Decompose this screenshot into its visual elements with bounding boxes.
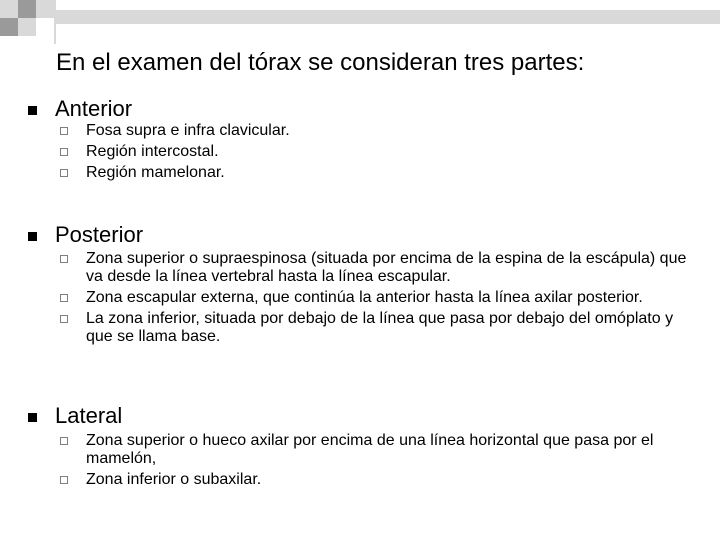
list-item: Zona inferior o subaxilar.	[0, 471, 720, 489]
section-label: Anterior	[55, 96, 133, 121]
section-label: Lateral	[55, 403, 123, 428]
list-item: Zona escapular externa, que continúa la anterior hasta la línea axilar posterior.	[0, 289, 720, 307]
section-lateral	[0, 403, 720, 492]
section-label: Posterior	[55, 222, 144, 247]
list-item: Zona superior o supraespinosa (situada por encima de la espina de la escápula) que va desde la línea vertebral hasta la línea escapular.	[0, 250, 720, 286]
square-bullet-icon	[28, 106, 37, 115]
square-bullet-icon	[28, 232, 37, 241]
slide-title: En el examen del tórax se consideran tres partes:	[56, 49, 585, 76]
hollow-square-bullet-icon	[60, 255, 68, 263]
section-heading	[0, 403, 720, 433]
section-heading	[0, 222, 720, 252]
section-posterior	[0, 222, 720, 349]
list-item: Región mamelonar.	[0, 164, 720, 182]
list-item: La zona inferior, situada por debajo de la línea que pasa por debajo del omóplato y que se llama base.	[0, 310, 720, 346]
hollow-square-bullet-icon	[60, 169, 68, 177]
square-bullet-icon	[28, 413, 37, 422]
hollow-square-bullet-icon	[60, 294, 68, 302]
hollow-square-bullet-icon	[60, 148, 68, 156]
list-item: Región intercostal.	[0, 143, 720, 161]
list-item: Zona superior o hueco axilar por encima de una línea horizontal que pasa por el mamelón,	[0, 432, 720, 468]
section-anterior	[0, 96, 720, 185]
hollow-square-bullet-icon	[60, 315, 68, 323]
hollow-square-bullet-icon	[60, 476, 68, 484]
header-decoration	[0, 0, 720, 44]
list-item: Fosa supra e infra clavicular.	[0, 122, 720, 140]
hollow-square-bullet-icon	[60, 127, 68, 135]
hollow-square-bullet-icon	[60, 437, 68, 445]
